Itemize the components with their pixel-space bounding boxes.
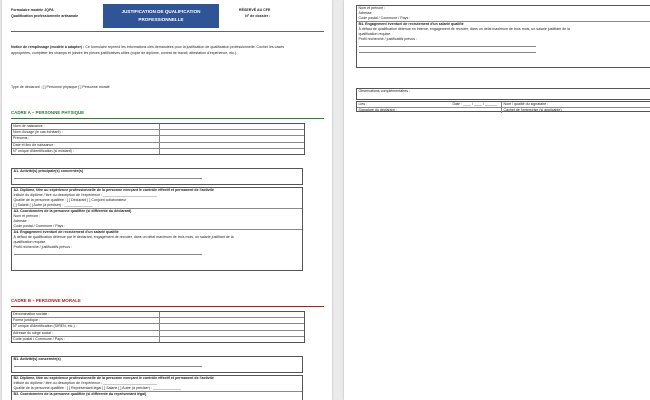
table-row — [12, 148, 304, 154]
section-a1-input[interactable] — [14, 174, 202, 179]
section-a-title: CADRE A – PERSONNE PHYSIQUE — [11, 110, 85, 115]
section-b1-box — [11, 356, 303, 373]
declarant-type[interactable]: Type de déclarant : [ ] Personne physique [ ] Personne morale — [11, 85, 110, 89]
place-label[interactable]: Lieu : — [358, 102, 368, 106]
section-b-title: CADRE B – PERSONNE MORALE — [11, 298, 81, 303]
section-a4-text: À défaut de qualification détenue par le déclarant, engagement de recruter, dans un délai maximum de trois mois, un salarié justifiant de la — [13, 235, 234, 239]
table-row — [12, 142, 304, 148]
section-a2-diploma[interactable]: Intitulé du diplôme / titre ou description de l'expérience : ___________________________ — [13, 193, 158, 197]
section-b3-title: B3. Coordonnées de la personne qualifiée (si différente du représentant légal) — [12, 391, 302, 397]
cfe-reserved-label: RÉSERVÉ AU CFE — [239, 8, 271, 12]
section-b3-address[interactable]: Adresse : — [358, 11, 374, 15]
cfe-dossier-number-label: N° de dossier : — [245, 14, 271, 18]
field-label: Forme juridique : — [12, 318, 160, 323]
section-a1-title: A1. Activité(s) principale(s) concernée(s) — [13, 169, 84, 173]
signature-label[interactable]: Signature du déclarant : — [357, 108, 502, 113]
section-a2-quality[interactable]: Qualité de la personne qualifiée : [ ] Déclarant [ ] Conjoint collaborateur — [13, 198, 127, 202]
section-a-identity-table — [11, 123, 305, 155]
section-b4-text-2: qualification requise. — [358, 32, 392, 36]
section-b2-quality[interactable]: Qualité de la personne qualifiée : [ ] Représentant légal [ ] Salarié [ ] Autre (à préciser) : ______________ — [13, 386, 181, 390]
document-page-1 — [2, 0, 332, 400]
signature-table — [356, 101, 650, 112]
field-label: N° unique d'identification (SIREN, etc.) : — [12, 324, 160, 329]
field-input[interactable] — [160, 130, 304, 135]
section-a4-profile[interactable]: Profil recherché / justificatifs prévus : — [13, 245, 73, 249]
section-b3-name[interactable]: Nom et prénom : — [358, 6, 386, 10]
section-a4-input[interactable] — [14, 250, 202, 255]
cfe-reserved-block — [239, 7, 270, 19]
field-input[interactable] — [160, 318, 304, 323]
section-b-identity-table — [11, 311, 305, 343]
section-b4-input-1[interactable] — [359, 42, 536, 47]
section-b4-text: À défaut de qualification détenue en interne, engagement de recruter, dans un délai maximum de trois mois, un salarié justifiant de la — [358, 27, 570, 31]
section-a3-city[interactable]: Code postal / Commune / Pays : — [13, 224, 66, 228]
date-label[interactable]: Date : ____ / ____ / ______ — [452, 102, 497, 106]
section-a3-name[interactable]: Nom et prénom : — [13, 214, 41, 218]
field-input[interactable] — [160, 149, 304, 154]
table-row — [12, 129, 304, 135]
form-qualification-label: Qualification professionnelle artisanale — [11, 14, 79, 18]
table-row — [12, 312, 304, 317]
field-label: Prénoms : — [12, 136, 160, 141]
section-b3-b4-continued — [356, 5, 650, 68]
place-date-cell — [357, 102, 502, 107]
field-input[interactable] — [160, 136, 304, 141]
section-b4-title: B4. Engagement éventuel de recrutement d'un salarié qualifié — [357, 21, 650, 27]
section-b3-city[interactable]: Code postal / Commune / Pays : — [358, 16, 411, 20]
section-a2-title: A2. Diplôme, titre ou expérience professionnelle de la personne exerçant le contrôle effectif et permanent de l'activité — [13, 188, 214, 192]
section-a2-a4-box — [11, 187, 303, 271]
notice-label: Notice de remplissage (modèle à adapter) : — [11, 45, 85, 49]
section-b1-title: B1. Activité(s) concernée(s) — [13, 357, 61, 361]
field-label: Code postal / Commune / Pays : — [12, 337, 160, 342]
form-identity — [11, 7, 78, 19]
section-b2-diploma[interactable]: Intitulé du diplôme / titre ou description de l'expérience : ___________________________ — [13, 381, 158, 385]
section-a1-box — [11, 168, 303, 185]
section-b1-input[interactable] — [14, 362, 202, 367]
observations-label[interactable]: Observations complémentaires : — [358, 89, 411, 93]
section-a4-text-2: qualification requise. — [13, 240, 47, 244]
section-a-rule — [11, 118, 324, 119]
signatory-name-label[interactable]: Nom / qualité du signataire : — [503, 102, 549, 106]
section-b4-input-2[interactable] — [359, 48, 536, 53]
section-b2-box — [11, 375, 303, 400]
section-a3-title: A3. Coordonnées de la personne qualifiée (si différente du déclarant) — [12, 208, 302, 214]
filling-notice — [11, 44, 303, 56]
section-a2-quality-other[interactable]: [ ] Salarié [ ] Autre (à préciser) : ______________ — [13, 203, 93, 207]
field-label: Nom de naissance : — [12, 124, 160, 129]
section-b-rule — [11, 306, 324, 307]
header-divider — [11, 31, 324, 32]
table-row — [12, 323, 304, 329]
field-input[interactable] — [160, 124, 304, 129]
field-input[interactable] — [160, 143, 304, 148]
field-label: N° unique d'identification (si existant) : — [12, 149, 160, 154]
field-input[interactable] — [160, 312, 304, 317]
section-a4-title: A4. Engagement éventuel de recrutement d'un salarié qualifié — [12, 229, 302, 235]
company-stamp-label[interactable]: Cachet de l'entreprise (si applicable) — [503, 108, 562, 112]
field-label: Adresse du siège social : — [12, 331, 160, 336]
signature-row-2 — [357, 108, 650, 113]
section-b2-title: B2. Diplôme, titre ou expérience professionnelle de la personne exerçant le contrôle effectif et permanent de l'activité — [13, 376, 214, 380]
section-a3-address[interactable]: Adresse : — [13, 219, 29, 223]
notice-text: Ce formulaire reprend les informations clés demandées pour la justification de qualification professionnelle. Cocher les cases appropriées, compléter les champs et joindre les pièces justificatives utiles (copie de diplôme, contrat de travail, attestation d'expérience, etc.). — [11, 45, 285, 56]
field-input[interactable] — [160, 331, 304, 336]
form-title-banner — [103, 4, 219, 28]
table-row — [12, 317, 304, 323]
observations-box — [356, 88, 650, 100]
field-input[interactable] — [160, 324, 304, 329]
field-label: Date et lieu de naissance : — [12, 143, 160, 148]
table-row — [12, 135, 304, 141]
form-model-label: Formulaire modèle JQPA — [11, 8, 54, 12]
field-label: Dénomination sociale : — [12, 312, 160, 317]
table-row — [12, 330, 304, 336]
field-input[interactable] — [160, 337, 304, 342]
section-b4-profile[interactable]: Profil recherché / justificatifs prévus : — [358, 37, 418, 41]
form-title-line2: PROFESSIONNELLE — [138, 17, 184, 22]
form-title-line1: JUSTIFICATION DE QUALIFICATION — [121, 9, 201, 14]
field-label: Nom d'usage (le cas échéant) : — [12, 130, 160, 135]
document-page-2 — [344, 0, 650, 400]
table-row — [12, 336, 304, 342]
table-row — [12, 124, 304, 129]
